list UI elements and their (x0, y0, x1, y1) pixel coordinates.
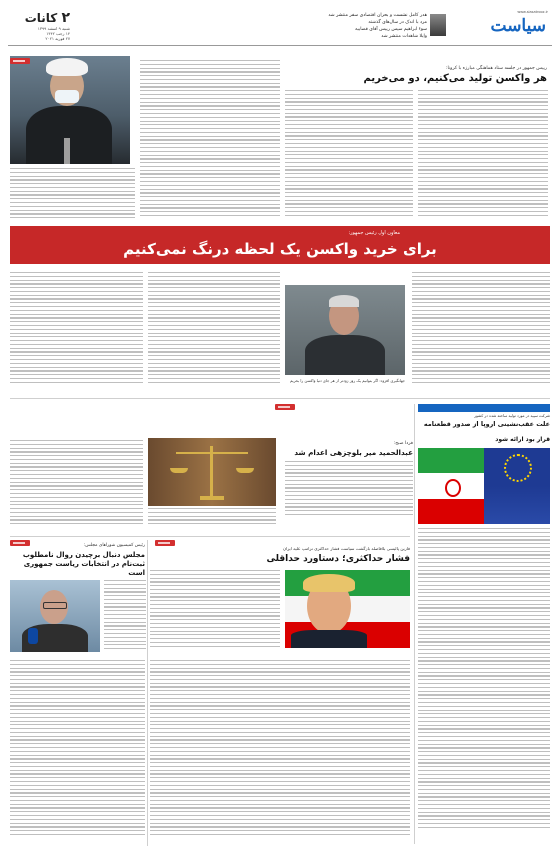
red-section-tag (275, 404, 295, 410)
pressure-text-col-1 (150, 570, 280, 654)
europe-top-band (418, 404, 550, 412)
rouhani-text-col-4 (10, 168, 135, 222)
execution-text (285, 461, 413, 521)
rouhani-text-col-3 (140, 60, 280, 222)
europe-text (418, 528, 550, 846)
jahangiri-banner (10, 226, 550, 264)
header-photo (430, 14, 446, 36)
jahangiri-title: برای خرید واکسن یک لحظه درنگ نمی‌کنیم (123, 240, 437, 258)
logo-url: www.siasatrooz.ir (517, 10, 548, 14)
execution-title: عبدالحمید میر بلوچزهی اعدام شد (294, 448, 413, 457)
jahangiri-text-col-3 (10, 272, 143, 390)
iran-emblem (445, 479, 461, 497)
iran-flag-red (418, 499, 484, 524)
execution-text-3 (10, 440, 143, 532)
execution-text-2 (148, 508, 276, 528)
parliament-text-col-2 (10, 660, 145, 848)
page-section-title (8, 10, 70, 26)
section-divider-2 (10, 536, 410, 537)
column-rule-left (147, 540, 148, 846)
eu-flag-lower (484, 486, 550, 524)
parliament-photo (10, 580, 100, 652)
header-note-2: مرد با اندک در سال‌های گذشته (368, 20, 427, 25)
parliament-title: مجلس دنبال برچیدن روال نامطلوب ثبت‌نام در انتخابات ریاست جمهوری است (22, 551, 145, 577)
photo-hair (303, 574, 355, 592)
iran-flag-green (418, 448, 484, 473)
pressure-title: فشار حداکثری؛ دستاورد حداقلی (266, 554, 410, 564)
justice-photo (148, 438, 276, 506)
pressure-text-col-2 (150, 660, 410, 848)
rouhani-title: هر واکسن تولید می‌کنیم، دو می‌خریم (363, 73, 547, 84)
photo-turban (46, 58, 88, 76)
date-line-1: شنبه ۹ اسفند ۱۳۹۹ (37, 26, 70, 31)
photo-microphone (64, 138, 70, 164)
header-note-1: هدر کامل نشست و بحران اقتصادی سفر منتشر شد (328, 13, 427, 18)
photo-glasses (43, 602, 67, 609)
parliament-kicker: رئیس کمیسیون شوراهای مجلس: (83, 543, 145, 548)
siasat-logo: سیاست (490, 16, 546, 36)
page-number: ۲ (61, 10, 70, 26)
photo-mask (55, 90, 79, 103)
header-note-3: سوء ابراهیم سپس رییس آقای قضاییه (355, 27, 427, 32)
scale-pan-right (236, 468, 254, 473)
masthead-logo (478, 10, 548, 40)
column-rule-right (414, 404, 415, 844)
header-note-4: وایلا شاهدات منتشر شد (381, 34, 427, 39)
section-divider-1 (10, 398, 550, 399)
eu-iran-flag-photo (418, 448, 550, 524)
jahangiri-text-col-2 (148, 272, 280, 390)
jahangiri-photo (285, 285, 405, 375)
pressure-photo (285, 570, 410, 648)
execution-kicker: فردا صبح: (393, 441, 413, 446)
header-notes (305, 12, 427, 40)
page-header (8, 10, 70, 42)
section-name: کانات (24, 11, 58, 25)
jahangiri-photo-caption: جهانگیری افزود: اگر بتوانیم یک روز زودتر از هر جای دنیا واکسن را بخریم (289, 378, 405, 383)
rouhani-kicker: رییس جمهور در جلسه ستاد هماهنگی مبارزه با کرونا: (445, 66, 547, 71)
scale-pan-left (170, 468, 188, 473)
header-divider (8, 45, 552, 46)
date-line-2: ۱۴ رجب ۱۴۴۲ (46, 31, 70, 36)
parliament-text-col-1 (104, 580, 146, 656)
rouhani-text-col-2 (285, 90, 413, 222)
rouhani-photo (10, 56, 130, 164)
scale-beam (176, 452, 248, 454)
photo-hair (329, 295, 359, 307)
photo-suit (291, 630, 367, 648)
eu-star-ring (504, 454, 532, 482)
europe-title: علت عقب‌نشینی اروپا از صدور قطعنامه (423, 420, 550, 428)
red-section-tag (10, 58, 30, 64)
europe-kicker: شرکت سپید در مورد تولید ساخته شده در کشور (474, 413, 550, 418)
rouhani-text-col-1 (418, 90, 548, 222)
jahangiri-kicker: معاون اول رئیس جمهور: (348, 230, 400, 236)
pressure-kicker: فارین پالیسی بلافاصله بازگشت سیاست فشار حداکثری ترامپ علیه ایران (282, 546, 410, 551)
photo-microphone (28, 628, 38, 644)
scale-base (200, 496, 224, 500)
europe-subtitle: قرار بود ارائه شود (495, 436, 550, 443)
photo-suit (305, 335, 385, 375)
date-line-3: ۲۷ فوریه ۲۰۲۱ (45, 36, 70, 41)
jahangiri-text-col-1 (412, 272, 550, 390)
